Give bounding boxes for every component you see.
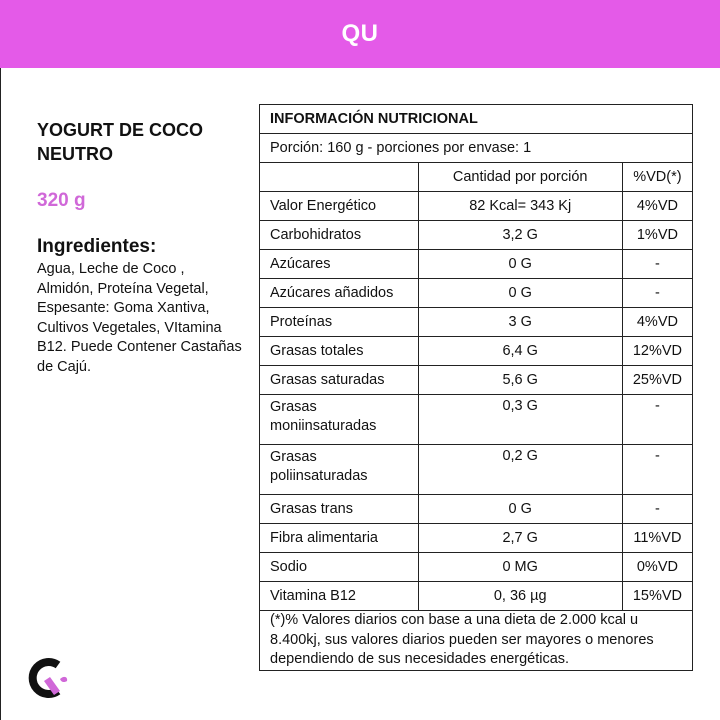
- nutrient-amount: 0 G: [418, 495, 622, 524]
- nutrition-title-row: [260, 105, 693, 134]
- column-header-vd: %VD(*): [622, 163, 692, 192]
- page-border: [0, 68, 1, 720]
- table-row: [260, 395, 693, 445]
- column-header-row: [260, 163, 693, 192]
- product-name: YOGURT DE COCO NEUTRO: [37, 120, 204, 164]
- ingredients-title: Ingredientes:: [37, 236, 157, 257]
- table-row: [260, 582, 693, 611]
- nutrient-vd: 0%VD: [622, 553, 692, 582]
- portion-info: Porción: 160 g - porciones por envase: 1: [260, 134, 693, 163]
- nutrient-name: Sodio: [260, 553, 419, 582]
- nutrient-amount: 0 G: [418, 250, 622, 279]
- nutrient-name: Azúcares: [260, 250, 419, 279]
- nutrient-vd: 11%VD: [622, 524, 692, 553]
- brand-title: QU: [341, 20, 379, 47]
- table-row: [260, 279, 693, 308]
- nutrient-amount: 3 G: [418, 308, 622, 337]
- table-row: [260, 553, 693, 582]
- table-row: [260, 524, 693, 553]
- nutrient-amount: 3,2 G: [418, 221, 622, 250]
- table-row: [260, 445, 693, 495]
- table-row: [260, 337, 693, 366]
- nutrient-amount: 0,3 G: [418, 395, 622, 445]
- table-row: [260, 250, 693, 279]
- table-row: [260, 308, 693, 337]
- nutrient-amount: 0 MG: [418, 553, 622, 582]
- nutrient-name: Grasas trans: [260, 495, 419, 524]
- nutrient-vd: -: [622, 495, 692, 524]
- table-row: [260, 495, 693, 524]
- nutrient-name: Grasas moniinsaturadas: [260, 395, 419, 445]
- nutrient-name: Grasas poliinsaturadas: [260, 445, 419, 495]
- ingredients-text: Agua, Leche de Coco , Almidón, Proteína Vegetal, Espesante: Goma Xantiva, Cultivos Vegetales, VItamina B12. Puede Contener Castañas de Cajú.: [37, 261, 242, 375]
- nutrient-name: Vitamina B12: [260, 582, 419, 611]
- table-row: [260, 192, 693, 221]
- product-info: [37, 118, 242, 377]
- brand-logo-icon: [24, 655, 70, 701]
- nutrient-vd: -: [622, 250, 692, 279]
- nutrient-name: Grasas saturadas: [260, 366, 419, 395]
- nutrient-name: Proteínas: [260, 308, 419, 337]
- nutrient-vd: 4%VD: [622, 308, 692, 337]
- nutrient-name: Carbohidratos: [260, 221, 419, 250]
- nutrient-amount: 0, 36 µg: [418, 582, 622, 611]
- nutrient-name: Valor Energético: [260, 192, 419, 221]
- nutrient-vd: -: [622, 445, 692, 495]
- product-weight: 320 g: [37, 190, 86, 211]
- nutrient-amount: 0,2 G: [418, 445, 622, 495]
- nutrition-title: INFORMACIÓN NUTRICIONAL: [260, 105, 693, 134]
- nutrient-vd: 25%VD: [622, 366, 692, 395]
- table-row: [260, 366, 693, 395]
- nutrient-amount: 2,7 G: [418, 524, 622, 553]
- nutrient-name: Fibra alimentaria: [260, 524, 419, 553]
- nutrient-amount: 5,6 G: [418, 366, 622, 395]
- table-row: [260, 221, 693, 250]
- nutrient-vd: 15%VD: [622, 582, 692, 611]
- nutrient-vd: 1%VD: [622, 221, 692, 250]
- column-header-nutrient: [260, 163, 419, 192]
- column-header-amount: Cantidad por porción: [418, 163, 622, 192]
- nutrient-amount: 0 G: [418, 279, 622, 308]
- nutrient-name: Azúcares añadidos: [260, 279, 419, 308]
- footnote: (*)% Valores diarios con base a una dieta de 2.000 kcal u 8.400kj, sus valores diarios pueden ser mayores o menores dependiendo de sus necesidades energéticas.: [260, 611, 693, 671]
- nutrient-vd: 12%VD: [622, 337, 692, 366]
- nutrient-vd: 4%VD: [622, 192, 692, 221]
- nutrient-amount: 82 Kcal= 343 Kj: [418, 192, 622, 221]
- footnote-row: [260, 611, 693, 671]
- nutrition-table: [259, 104, 693, 671]
- nutrient-amount: 6,4 G: [418, 337, 622, 366]
- nutrient-vd: -: [622, 395, 692, 445]
- nutrient-name: Grasas totales: [260, 337, 419, 366]
- portion-row: [260, 134, 693, 163]
- header-banner: [0, 0, 720, 68]
- nutrient-vd: -: [622, 279, 692, 308]
